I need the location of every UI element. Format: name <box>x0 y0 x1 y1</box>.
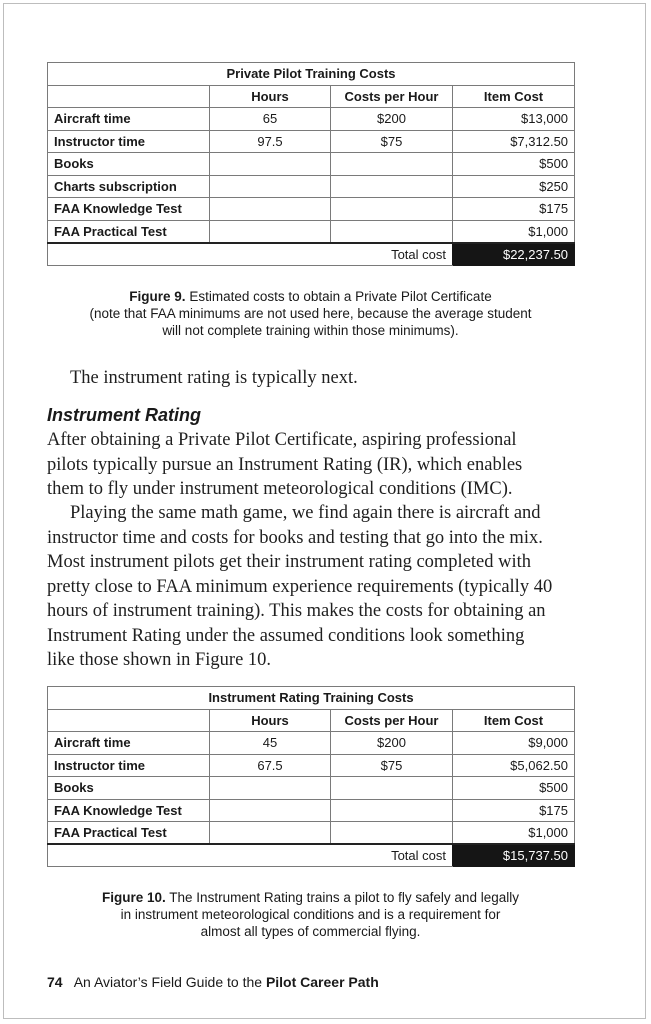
total-row <box>48 844 575 867</box>
table-title: Instrument Rating Training Costs <box>48 687 575 710</box>
row-label: Instructor time <box>48 754 210 777</box>
row-hours <box>210 220 331 243</box>
row-cost: $9,000 <box>453 732 575 755</box>
row-cost: $500 <box>453 777 575 800</box>
row-rate: $75 <box>331 130 453 153</box>
table-row <box>48 130 575 153</box>
table-row <box>48 220 575 243</box>
table-row <box>48 754 575 777</box>
total-blank <box>48 243 210 266</box>
row-cost: $175 <box>453 198 575 221</box>
private-pilot-cost-table <box>47 62 575 266</box>
header-hours: Hours <box>210 709 331 732</box>
paragraph-line: pretty close to FAA minimum experience requirements (typically 40 <box>47 576 553 597</box>
row-cost: $1,000 <box>453 822 575 845</box>
footer-book-title: An Aviator’s Field Guide to the <box>73 974 263 990</box>
row-label: Books <box>48 153 210 176</box>
total-value: $22,237.50 <box>453 243 575 266</box>
total-label: Total cost <box>331 844 453 867</box>
table-row <box>48 799 575 822</box>
table-title: Private Pilot Training Costs <box>48 63 575 86</box>
table-row <box>48 153 575 176</box>
row-hours <box>210 777 331 800</box>
header-costs-per-hour: Costs per Hour <box>331 709 453 732</box>
paragraph-2 <box>47 501 552 673</box>
row-rate: $200 <box>331 732 453 755</box>
total-row <box>48 243 575 266</box>
total-label: Total cost <box>331 243 453 266</box>
row-hours: 97.5 <box>210 130 331 153</box>
row-cost: $250 <box>453 175 575 198</box>
paragraph-line: Most instrument pilots get their instrument rating completed with <box>47 552 532 572</box>
row-hours: 65 <box>210 108 331 131</box>
table-row <box>48 822 575 845</box>
row-hours: 45 <box>210 732 331 755</box>
table-row <box>48 198 575 221</box>
section-heading: Instrument Rating <box>47 405 202 425</box>
row-label: Instructor time <box>48 130 210 153</box>
row-rate: $200 <box>331 108 453 131</box>
header-blank <box>48 709 210 732</box>
caption-line: The Instrument Rating trains a pilot to fly safely and legally <box>169 890 519 905</box>
row-hours <box>210 175 331 198</box>
caption-line: almost all types of commercial flying. <box>200 924 421 939</box>
row-label: FAA Knowledge Test <box>48 799 210 822</box>
row-rate <box>331 777 453 800</box>
caption-line: (note that FAA minimums are not used here, because the average student <box>89 306 532 321</box>
total-blank <box>48 844 210 867</box>
header-blank <box>48 85 210 108</box>
row-cost: $175 <box>453 799 575 822</box>
row-cost: $13,000 <box>453 108 575 131</box>
row-rate <box>331 153 453 176</box>
row-hours <box>210 198 331 221</box>
paragraph-line: Instrument Rating under the assumed conditions look something <box>47 625 525 646</box>
page-number: 74 <box>47 974 63 990</box>
figure-9-caption <box>47 288 574 339</box>
caption-line: will not complete training within those minimums). <box>162 323 459 338</box>
total-blank <box>210 844 331 867</box>
row-label: Aircraft time <box>48 732 210 755</box>
paragraph-line: Playing the same math game, we find again there is aircraft and <box>70 503 541 523</box>
intro-sentence: The instrument rating is typically next. <box>70 368 358 388</box>
paragraph-line: like those shown in Figure 10. <box>47 650 272 670</box>
row-label: FAA Practical Test <box>48 822 210 845</box>
row-cost: $1,000 <box>453 220 575 243</box>
figure-10-caption <box>47 889 574 940</box>
caption-label: Figure 10. <box>102 890 166 905</box>
table-row <box>48 108 575 131</box>
row-rate <box>331 198 453 221</box>
page-footer <box>47 974 379 990</box>
row-label: FAA Practical Test <box>48 220 210 243</box>
row-cost: $500 <box>453 153 575 176</box>
paragraph-1 <box>47 428 522 502</box>
header-item-cost: Item Cost <box>453 85 575 108</box>
row-cost: $7,312.50 <box>453 130 575 153</box>
row-hours: 67.5 <box>210 754 331 777</box>
paragraph-line: hours of instrument training). This makes the costs for obtaining an <box>47 601 546 621</box>
row-rate <box>331 822 453 845</box>
footer-book-title-bold: Pilot Career Path <box>265 974 379 990</box>
paragraph-line: After obtaining a Private Pilot Certificate, aspiring professional <box>47 430 517 450</box>
header-costs-per-hour: Costs per Hour <box>331 85 453 108</box>
table-row <box>48 777 575 800</box>
paragraph-line: pilots typically pursue an Instrument Rating (IR), which enables <box>47 454 523 475</box>
row-rate <box>331 175 453 198</box>
row-label: Aircraft time <box>48 108 210 131</box>
row-label: Books <box>48 777 210 800</box>
row-hours <box>210 799 331 822</box>
caption-line: Estimated costs to obtain a Private Pilot Certificate <box>189 289 492 304</box>
caption-line: in instrument meteorological conditions and is a requirement for <box>120 907 501 922</box>
table-row <box>48 732 575 755</box>
row-cost: $5,062.50 <box>453 754 575 777</box>
header-hours: Hours <box>210 85 331 108</box>
row-hours <box>210 822 331 845</box>
row-rate <box>331 220 453 243</box>
paragraph-line: instructor time and costs for books and testing that go into the mix. <box>47 527 543 548</box>
caption-label: Figure 9. <box>129 289 186 304</box>
header-item-cost: Item Cost <box>453 709 575 732</box>
total-blank <box>210 243 331 266</box>
instrument-rating-cost-table <box>47 686 575 867</box>
total-value: $15,737.50 <box>453 844 575 867</box>
row-label: Charts subscription <box>48 175 210 198</box>
row-rate <box>331 799 453 822</box>
row-hours <box>210 153 331 176</box>
table-row <box>48 175 575 198</box>
paragraph-line: them to fly under instrument meteorological conditions (IMC). <box>47 479 513 499</box>
row-rate: $75 <box>331 754 453 777</box>
row-label: FAA Knowledge Test <box>48 198 210 221</box>
